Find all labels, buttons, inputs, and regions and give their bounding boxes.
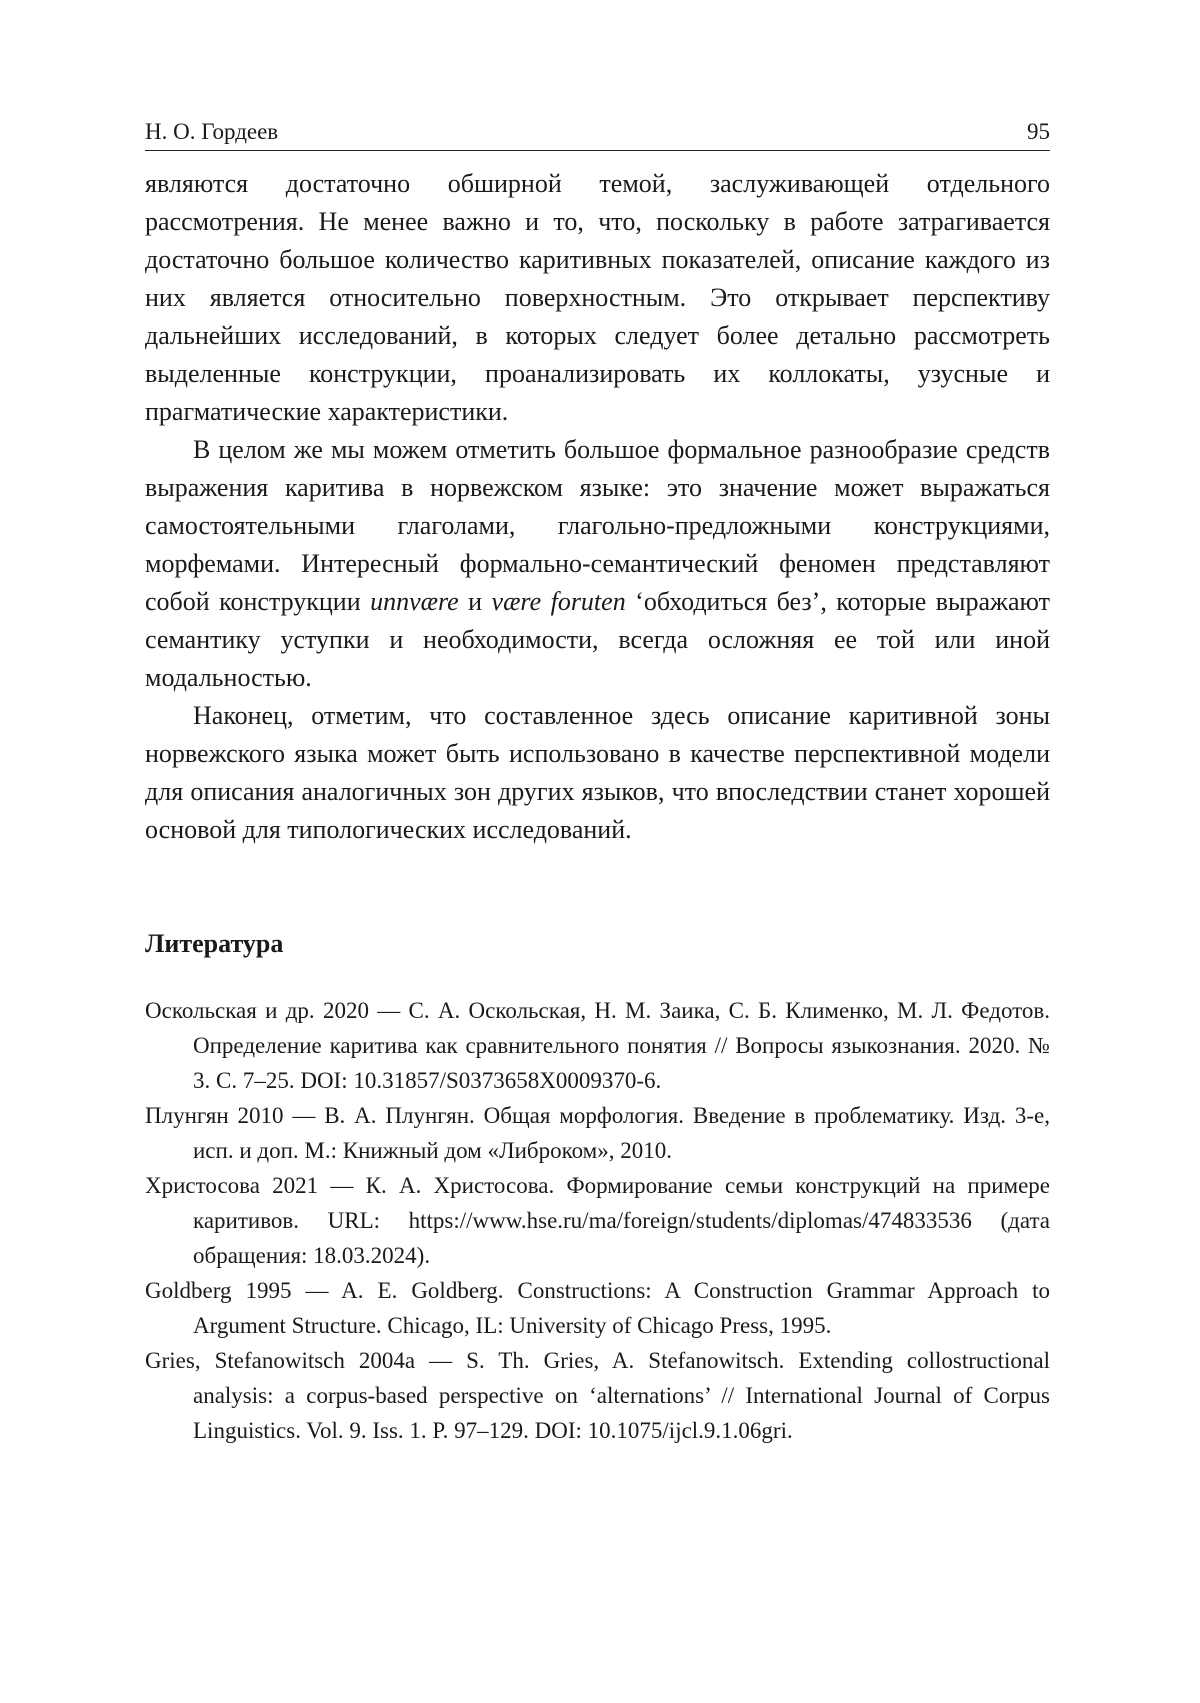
running-head-author: Н. О. Гордеев (145, 118, 278, 146)
reference-item: Христосова 2021 — К. А. Христосова. Формирование семьи конструкций на примере каритивов. URL: https://www.hse.ru/ma/foreign/students/diplomas/474833536 (дата обращения: 18.03.2024). (145, 1168, 1050, 1273)
page-number: 95 (1027, 118, 1050, 146)
reference-item: Goldberg 1995 — A. E. Goldberg. Constructions: A Construction Grammar Approach to Argument Structure. Chicago, IL: University of Chicago Press, 1995. (145, 1273, 1050, 1343)
paragraph-2-text-between: и (459, 587, 492, 616)
body-text (145, 165, 1050, 849)
references-heading: Литература (145, 927, 1050, 961)
paragraph-1: являются достаточно обширной темой, заслуживающей отдельного рассмотрения. Не менее важно и то, что, поскольку в работе затрагивается достаточно большое количество каритивных показателей, описание каждого из них является относительно поверхностным. Это открывает перспективу дальнейших исследований, в которых следует более детально рассмотреть выделенные конструкции, проанализировать их коллокаты, узусные и прагматические характеристики. (145, 165, 1050, 431)
reference-item: Плунгян 2010 — В. А. Плунгян. Общая морфология. Введение в проблематику. Изд. 3-е, исп. и доп. М.: Книжный дом «Либроком», 2010. (145, 1098, 1050, 1168)
references-list (145, 993, 1050, 1448)
paragraph-2 (145, 431, 1050, 697)
reference-item: Оскольская и др. 2020 — С. А. Оскольская, Н. М. Заика, С. Б. Клименко, М. Л. Федотов. Определение каритива как сравнительного понятия // Вопросы языкознания. 2020. № 3. С. 7–25. DOI: 10.31857/S0373658X0009370-6. (145, 993, 1050, 1098)
term-vaere-foruten: være foruten (492, 587, 626, 616)
term-unnvaere: unnvære (370, 587, 459, 616)
paragraph-3: Наконец, отметим, что составленное здесь описание каритивной зоны норвежского языка может быть использовано в качестве перспективной модели для описания аналогичных зон других языков, что впоследствии станет хорошей основой для типологических исследований. (145, 697, 1050, 849)
running-head (145, 118, 1050, 151)
page (145, 118, 1050, 1448)
paragraph-2-text-after: ‘обходиться без’, которые выражают семантику уступки и необходимости, всегда осложняя ее той или иной модальностью. (145, 587, 1050, 692)
reference-item: Gries, Stefanowitsch 2004a — S. Th. Gries, A. Stefanowitsch. Extending collostructional analysis: a corpus-based perspective on ‘alternations’ // International Journal of Corpus Linguistics. Vol. 9. Iss. 1. P. 97–129. DOI: 10.1075/ijcl.9.1.06gri. (145, 1343, 1050, 1448)
paragraph-2-text-before: В целом же мы можем отметить большое формальное разнообразие средств выражения каритива в норвежском языке: это значение может выражаться самостоятельными глаголами, глагольно-предложными конструкциями, морфемами. Интересный формально-семантический феномен представляют собой конструкции (145, 435, 1050, 616)
